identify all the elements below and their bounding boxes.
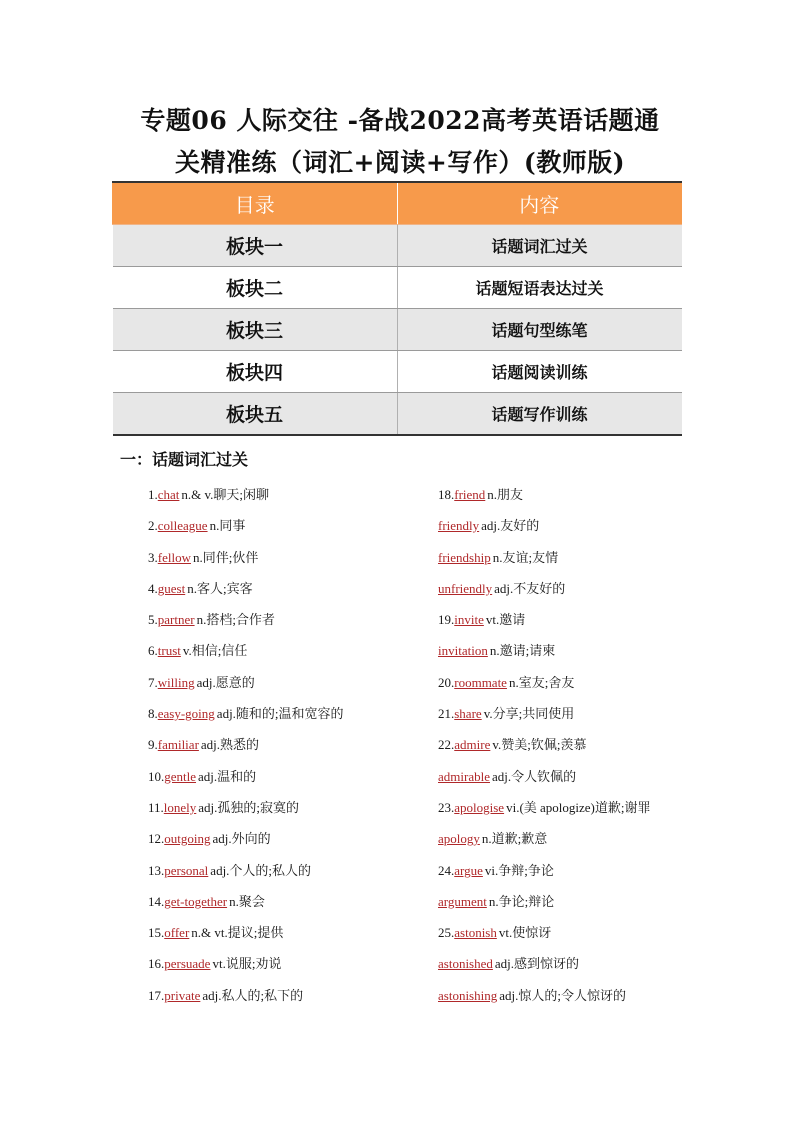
vocab-item: [438, 828, 651, 859]
vocab-item: [148, 703, 344, 734]
vocab-item: [438, 640, 651, 671]
vocab-item: [148, 578, 344, 609]
vocab-definition: vi.(美 apologize)道歉;谢罪: [506, 799, 651, 815]
vocab-word: roommate: [454, 674, 507, 690]
vocab-word: astonishing: [438, 987, 498, 1003]
vocab-number: 24.: [438, 862, 455, 878]
vocab-item: [438, 609, 651, 640]
vocab-number: 17.: [148, 987, 165, 1003]
vocab-definition: adj.惊人的;令人惊讶的: [499, 987, 626, 1003]
vocab-number: 13.: [148, 862, 165, 878]
vocab-word: share: [454, 706, 482, 722]
vocab-word: trust: [157, 643, 181, 659]
vocab-definition: vt.邀请: [485, 612, 526, 628]
vocab-word: gentle: [164, 768, 197, 784]
vocab-word: easy-going: [157, 706, 215, 722]
vocab-item: [148, 922, 344, 953]
vocab-item: [438, 578, 651, 609]
vocab-number: 19.: [438, 612, 455, 628]
vocab-definition: n.同事: [209, 518, 246, 534]
vocab-item: [438, 860, 651, 891]
vocab-item: [148, 891, 344, 922]
vocab-word: apology: [438, 831, 480, 847]
vocab-number: 6.: [148, 643, 158, 659]
vocab-number: 2.: [148, 518, 158, 534]
vocab-definition: n.友谊;友情: [492, 549, 559, 565]
vocab-number: 5.: [148, 612, 158, 628]
vocab-number: 16.: [148, 956, 165, 972]
vocab-definition: adj.愿意的: [196, 674, 255, 690]
section-heading: 一：话题词汇过关: [120, 450, 249, 469]
vocab-definition: n.争论;辩论: [488, 893, 555, 909]
vocab-item: [148, 734, 344, 765]
vocab-definition: n.室友;舍友: [508, 674, 575, 690]
toc-block: 板块五: [113, 393, 398, 436]
vocab-number: 18.: [438, 487, 455, 502]
vocab-definition: n.聚会: [229, 893, 265, 909]
vocab-word: friendly: [438, 518, 480, 534]
vocab-number: 23.: [438, 799, 455, 815]
toc-row: [113, 393, 682, 436]
vocab-definition: v.相信;信任: [182, 643, 248, 659]
vocab-word: admirable: [438, 768, 490, 784]
vocab-definition: vt.使惊讶: [498, 925, 552, 941]
vocab-word: guest: [157, 580, 186, 596]
vocab-definition: adj.随和的;温和宽容的: [216, 706, 344, 722]
vocab-item: [148, 985, 344, 1016]
vocab-item: [438, 953, 651, 984]
vocab-list-right: [438, 484, 651, 1016]
vocab-item: [438, 734, 651, 765]
vocab-word: outgoing: [164, 831, 211, 847]
vocab-number: 3.: [148, 549, 158, 565]
toc-header-row: [113, 182, 682, 225]
vocab-definition: adj.外向的: [212, 831, 271, 847]
vocab-definition: adj.温和的: [198, 768, 257, 784]
toc-block: 板块四: [113, 351, 398, 393]
vocab-word: personal: [164, 862, 209, 878]
vocab-definition: adj.熟悉的: [200, 737, 260, 753]
vocab-number: 14.: [148, 893, 165, 909]
vocab-word: get-together: [164, 893, 228, 909]
vocab-word: chat: [157, 487, 180, 502]
vocab-item: [148, 484, 344, 515]
vocab-number: 12.: [148, 831, 165, 847]
vocab-word: unfriendly: [438, 580, 493, 596]
vocab-word: astonished: [438, 956, 493, 972]
vocab-item: [148, 609, 344, 640]
vocab-word: argue: [454, 862, 483, 878]
vocab-word: admire: [454, 737, 491, 753]
vocab-definition: v.分享;共同使用: [483, 706, 575, 722]
toc-content: 话题写作训练: [397, 393, 682, 436]
vocab-item: [438, 766, 651, 797]
vocab-definition: n.& v.聊天;闲聊: [181, 487, 270, 502]
vocab-word: invite: [454, 612, 484, 628]
vocab-word: astonish: [454, 925, 497, 941]
vocab-word: offer: [164, 925, 190, 941]
vocab-list-left: [148, 484, 344, 1016]
vocab-definition: adj.私人的;私下的: [202, 987, 304, 1003]
vocab-item: [438, 515, 651, 546]
vocab-item: [148, 547, 344, 578]
vocab-word: apologise: [454, 799, 505, 815]
vocab-word: argument: [438, 893, 487, 909]
vocab-definition: v.赞美;钦佩;羡慕: [492, 737, 587, 753]
vocab-word: colleague: [157, 518, 208, 534]
vocab-definition: vt.说服;劝说: [212, 956, 282, 972]
title-line-2: 关精准练（词汇+阅读+写作）(教师版): [174, 148, 626, 177]
vocab-definition: adj.个人的;私人的: [210, 862, 312, 878]
vocab-item: [148, 672, 344, 703]
vocab-item: [438, 922, 651, 953]
toc-content: 话题词汇过关: [397, 225, 682, 267]
vocab-word: friendship: [438, 549, 491, 565]
vocab-definition: adj.感到惊讶的: [494, 956, 580, 972]
toc-content: 话题阅读训练: [397, 351, 682, 393]
vocab-item: [438, 703, 651, 734]
vocab-word: familiar: [157, 737, 199, 753]
vocab-definition: n.道歉;歉意: [481, 831, 548, 847]
vocab-word: invitation: [438, 643, 488, 659]
vocab-number: 9.: [148, 737, 158, 753]
vocab-word: persuade: [164, 956, 211, 972]
toc-header-catalog: 目录: [113, 182, 398, 225]
vocab-definition: n.同伴;伙伴: [192, 549, 259, 565]
toc-content: 话题句型练笔: [397, 309, 682, 351]
title-line-1: 专题06 人际交往 -备战2022高考英语话题通: [140, 106, 660, 135]
vocab-item: [438, 547, 651, 578]
vocab-definition: n.朋友: [487, 487, 524, 502]
vocab-definition: n.客人;宾客: [187, 580, 253, 596]
vocab-word: partner: [157, 612, 195, 628]
toc-block: 板块三: [113, 309, 398, 351]
document-title: [100, 100, 700, 184]
vocab-number: 25.: [438, 925, 455, 941]
vocab-word: private: [164, 987, 201, 1003]
vocab-word: fellow: [157, 549, 191, 565]
vocab-item: [438, 484, 651, 515]
vocab-word: willing: [157, 674, 195, 690]
vocab-number: 1.: [148, 487, 158, 502]
vocab-item: [148, 640, 344, 671]
vocab-item: [438, 672, 651, 703]
table-of-contents: [112, 181, 682, 436]
vocab-definition: n.& vt.提议;提供: [191, 925, 284, 941]
vocab-definition: vi.争辩;争论: [484, 862, 554, 878]
vocab-item: [148, 797, 344, 828]
toc-header-content: 内容: [397, 182, 682, 225]
toc-row: [113, 351, 682, 393]
vocab-item: [438, 985, 651, 1016]
toc-block: 板块一: [113, 225, 398, 267]
vocab-word: friend: [454, 487, 486, 502]
vocab-number: 8.: [148, 706, 158, 722]
vocab-item: [148, 766, 344, 797]
vocab-item: [148, 953, 344, 984]
vocab-definition: n.邀请;请柬: [489, 643, 556, 659]
vocab-number: 11.: [148, 799, 164, 815]
toc-row: [113, 309, 682, 351]
vocab-number: 21.: [438, 706, 455, 722]
vocab-definition: adj.友好的: [481, 518, 540, 534]
vocab-number: 10.: [148, 768, 165, 784]
vocab-word: lonely: [163, 799, 197, 815]
vocab-item: [438, 797, 651, 828]
vocab-item: [148, 828, 344, 859]
vocab-definition: adj.孤独的;寂寞的: [198, 799, 300, 815]
vocab-item: [148, 860, 344, 891]
toc-content: 话题短语表达过关: [397, 267, 682, 309]
vocab-definition: n.搭档;合作者: [196, 612, 275, 628]
toc-row: [113, 225, 682, 267]
vocab-definition: adj.不友好的: [494, 580, 566, 596]
toc-block: 板块二: [113, 267, 398, 309]
vocab-number: 7.: [148, 674, 158, 690]
vocab-number: 20.: [438, 674, 455, 690]
toc-row: [113, 267, 682, 309]
vocab-number: 4.: [148, 580, 158, 596]
vocab-number: 22.: [438, 737, 455, 753]
vocab-number: 15.: [148, 925, 165, 941]
vocab-item: [148, 515, 344, 546]
vocab-definition: adj.令人钦佩的: [491, 768, 577, 784]
vocab-item: [438, 891, 651, 922]
